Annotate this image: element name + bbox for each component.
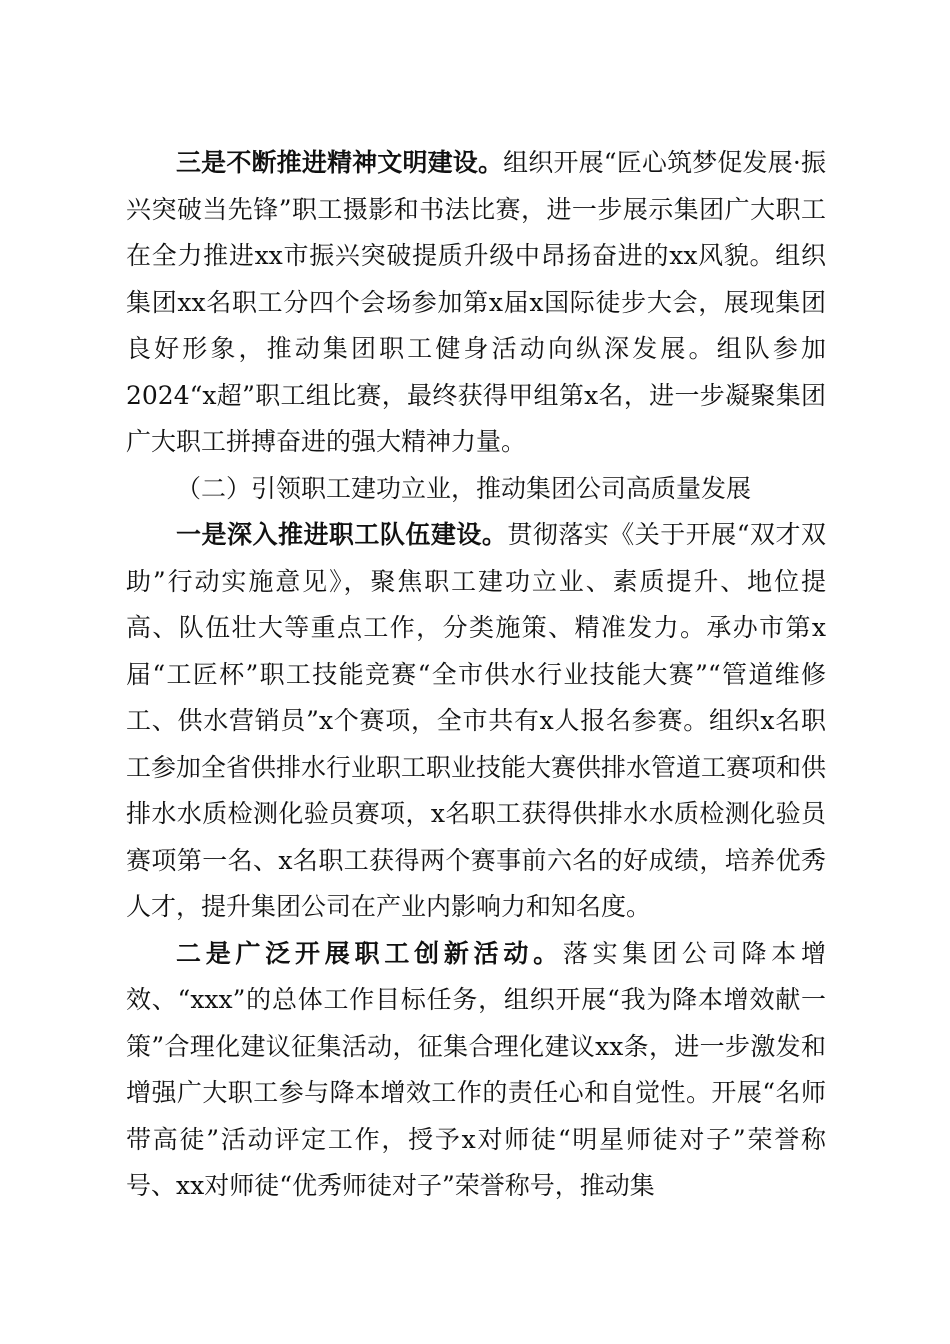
paragraph-workforce-building xyxy=(126,512,826,931)
paragraph-body: 组织开展“匠心筑梦促发展·振兴突破当先锋”职工摄影和书法比赛，进一步展示集团广大职工在全力推进xx市振兴突破提质升级中昂扬奋进的xx风貌。组织集团xx名职工分四个会场参加第x届x国际徒步大会，展现集团良好形象，推动集团职工健身活动向纵深发展。组队参加2024“x超”职工组比赛，最终获得甲组第x名，进一步凝聚集团广大职工拼搏奋进的强大精神力量。 xyxy=(126,148,826,456)
section-heading: （二）引领职工建功立业，推动集团公司高质量发展 xyxy=(176,473,752,503)
paragraph-body: 贯彻落实《关于开展“双才双助”行动实施意见》，聚焦职工建功立业、素质提升、地位提高、队伍壮大等重点工作，分类施策、精准发力。承办市第x届“工匠杯”职工技能竞赛“全市供水行业技能大赛”“管道维修工、供水营销员”x个赛项，全市共有x人报名参赛。组织x名职工参加全省供排水行业职工职业技能大赛供排水管道工赛项和供排水水质检测化验员赛项，x名职工获得供排水水质检测化验员赛项第一名、x名职工获得两个赛事前六名的好成绩，培养优秀人才，提升集团公司在产业内影响力和知名度。 xyxy=(126,520,827,921)
paragraph-spiritual-civilization xyxy=(126,140,826,466)
paragraph-lead: 一是深入推进职工队伍建设。 xyxy=(176,520,508,549)
paragraph-lead: 二是广泛开展职工创新活动。 xyxy=(176,938,563,968)
paragraph-innovation-activities xyxy=(126,931,826,1210)
document-page xyxy=(126,140,826,1210)
paragraph-body: 落实集团公司降本增效、“xxx”的总体工作目标任务，组织开展“我为降本增效献一策”合理化建议征集活动，征集合理化建议xx条，进一步激发和增强广大职工参与降本增效工作的责任心和自觉性。开展“名师带高徒”活动评定工作，授予x对师徒“明星师徒对子”荣誉称号、xx对师徒“优秀师徒对子”荣誉称号，推动集 xyxy=(126,938,826,1200)
paragraph-lead: 三是不断推进精神文明建设。 xyxy=(176,148,504,177)
